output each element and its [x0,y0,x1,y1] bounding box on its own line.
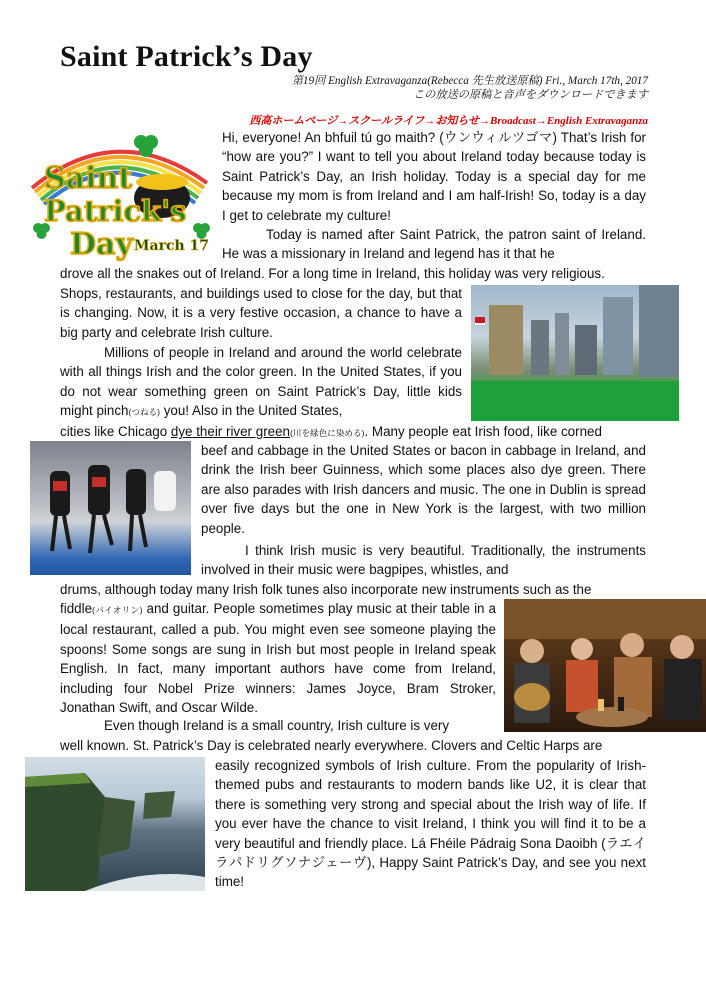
logo-date: March 17 [134,238,210,254]
note-pinch: (つねる) [128,407,160,418]
cliffs-of-moher-photo [25,757,205,891]
paragraph-saint-patrick-end: Shops, restaurants, and buildings used to close for the day, but that is changing. Now, it is a very festive occasion, a chance to have a big party and celebrate Irish culture. [60,286,462,340]
music-text: and guitar. People sometimes play music at their table in a local restaurant, called a pub. You might even see someone playing the spoons! Some songs are sung in Irish but most people in Ireland speak English. In fact, many important authors have come from Ireland, including four Nobel Prize winners: James Joyce, Bram Stroker, Jonathan Swift, and Oscar Wilde. [60,601,496,716]
cliffs-illustration [25,757,205,891]
saint-patricks-day-logo [22,128,220,264]
logo-graphic [22,128,220,264]
note-dye-river: (川を緑色に染める) [290,428,365,438]
irish-dancers-photo [30,441,191,575]
paragraph-saint-patrick: Today is named after Saint Patrick, the patron saint of Ireland. He was a missionary in Ireland and legend has it that he [222,227,646,262]
chicago-illustration [471,285,679,421]
note-fiddle: (バイオリン) [92,605,143,615]
paragraph-food-parades: beef and cabbage in the United States or bacon in cabbage in Ireland, and drink the Irish beer Guinness, which some places also dye green. There are also parades with Irish dancers and music. The one in Dublin is spread over five days but the one in New York is the largest, with two million people. [201,443,646,536]
paragraph-intro: Hi, everyone! An bhfuil tú go maith? (ウンウィルツゴマ) That’s Irish for “how are you?” I want to tell you about Ireland today because today is Saint Patrick’s Day, an Irish holiday. Today is a special day for me because my mom is from Ireland and I am half-Irish! So, today is a day I get to celebrate my culture! [222,130,646,223]
paragraph-music: I think Irish music is very beautiful. Traditionally, the instruments involved in their music were bagpipes, whistles, and [201,543,646,578]
broadcast-info [292,74,648,102]
chicago-river-photo [471,285,679,421]
broadcast-info-line1: 第19回 English Extravaganza(Rebecca 先生放送原稿) Fri., March 17th, 2017 [291,75,648,87]
logo-saint: Saint [44,161,133,196]
paragraph-music-wide: drums, although today many Irish folk tunes also incorporate new instruments such as the [60,582,592,597]
pub-musicians-photo [504,599,706,732]
chicago-text-end: . Many people eat Irish food, like corned [364,424,602,439]
paragraph-closing: easily recognized symbols of Irish culture. From the popularity of Irish-themed pubs and restaurants to modern bands like U2, it is clear that there is something very strong and special about the Irish way of life. If you ever have the chance to visit Ireland, I think you will find it to be a very beautiful and friendly place. Lá Fhéile Pádraig Sona Daoibh (ラエイラパドリグソナジェーヴ), Happy Saint Patrick’s Day, and see you next time! [215,758,646,890]
logo-patricks: Patrick's [44,194,187,228]
paragraph-music-end [60,599,496,717]
broadcast-info-line2: この放送の原稿と音声をダウンロードできます [413,89,648,101]
dancers-illustration [30,441,191,575]
paragraph-green-text: Millions of people in Ireland and around the world celebrate with all things Irish and the color green. In the United States, if you do not wear something green on Saint Patrick’s Day, little kids might pinch [60,345,462,419]
logo-day: Day [70,227,133,262]
paragraph-green-text-end: you! Also in the United States, [160,403,343,419]
paragraph-culture: Even though Ireland is a small country, Irish culture is very [104,718,450,733]
paragraph-green [60,343,462,423]
chicago-text: cities like Chicago [60,424,171,439]
breadcrumb: 西高ホームページ→スクールライフ→お知らせ→Broadcast→English Extravaganza [249,115,648,127]
pub-illustration [504,599,706,732]
dye-river-phrase: dye their river green [170,424,290,439]
page-title: Saint Patrick’s Day [60,40,313,73]
paragraph-culture-wide: well known. St. Patrick’s Day is celebrated nearly everywhere. Clovers and Celtic Harps are [60,738,603,753]
fiddle-word: fiddle [60,601,93,616]
paragraph-saint-patrick-wide: drove all the snakes out of Ireland. For a long time in Ireland, this holiday was very religious. [60,266,605,281]
